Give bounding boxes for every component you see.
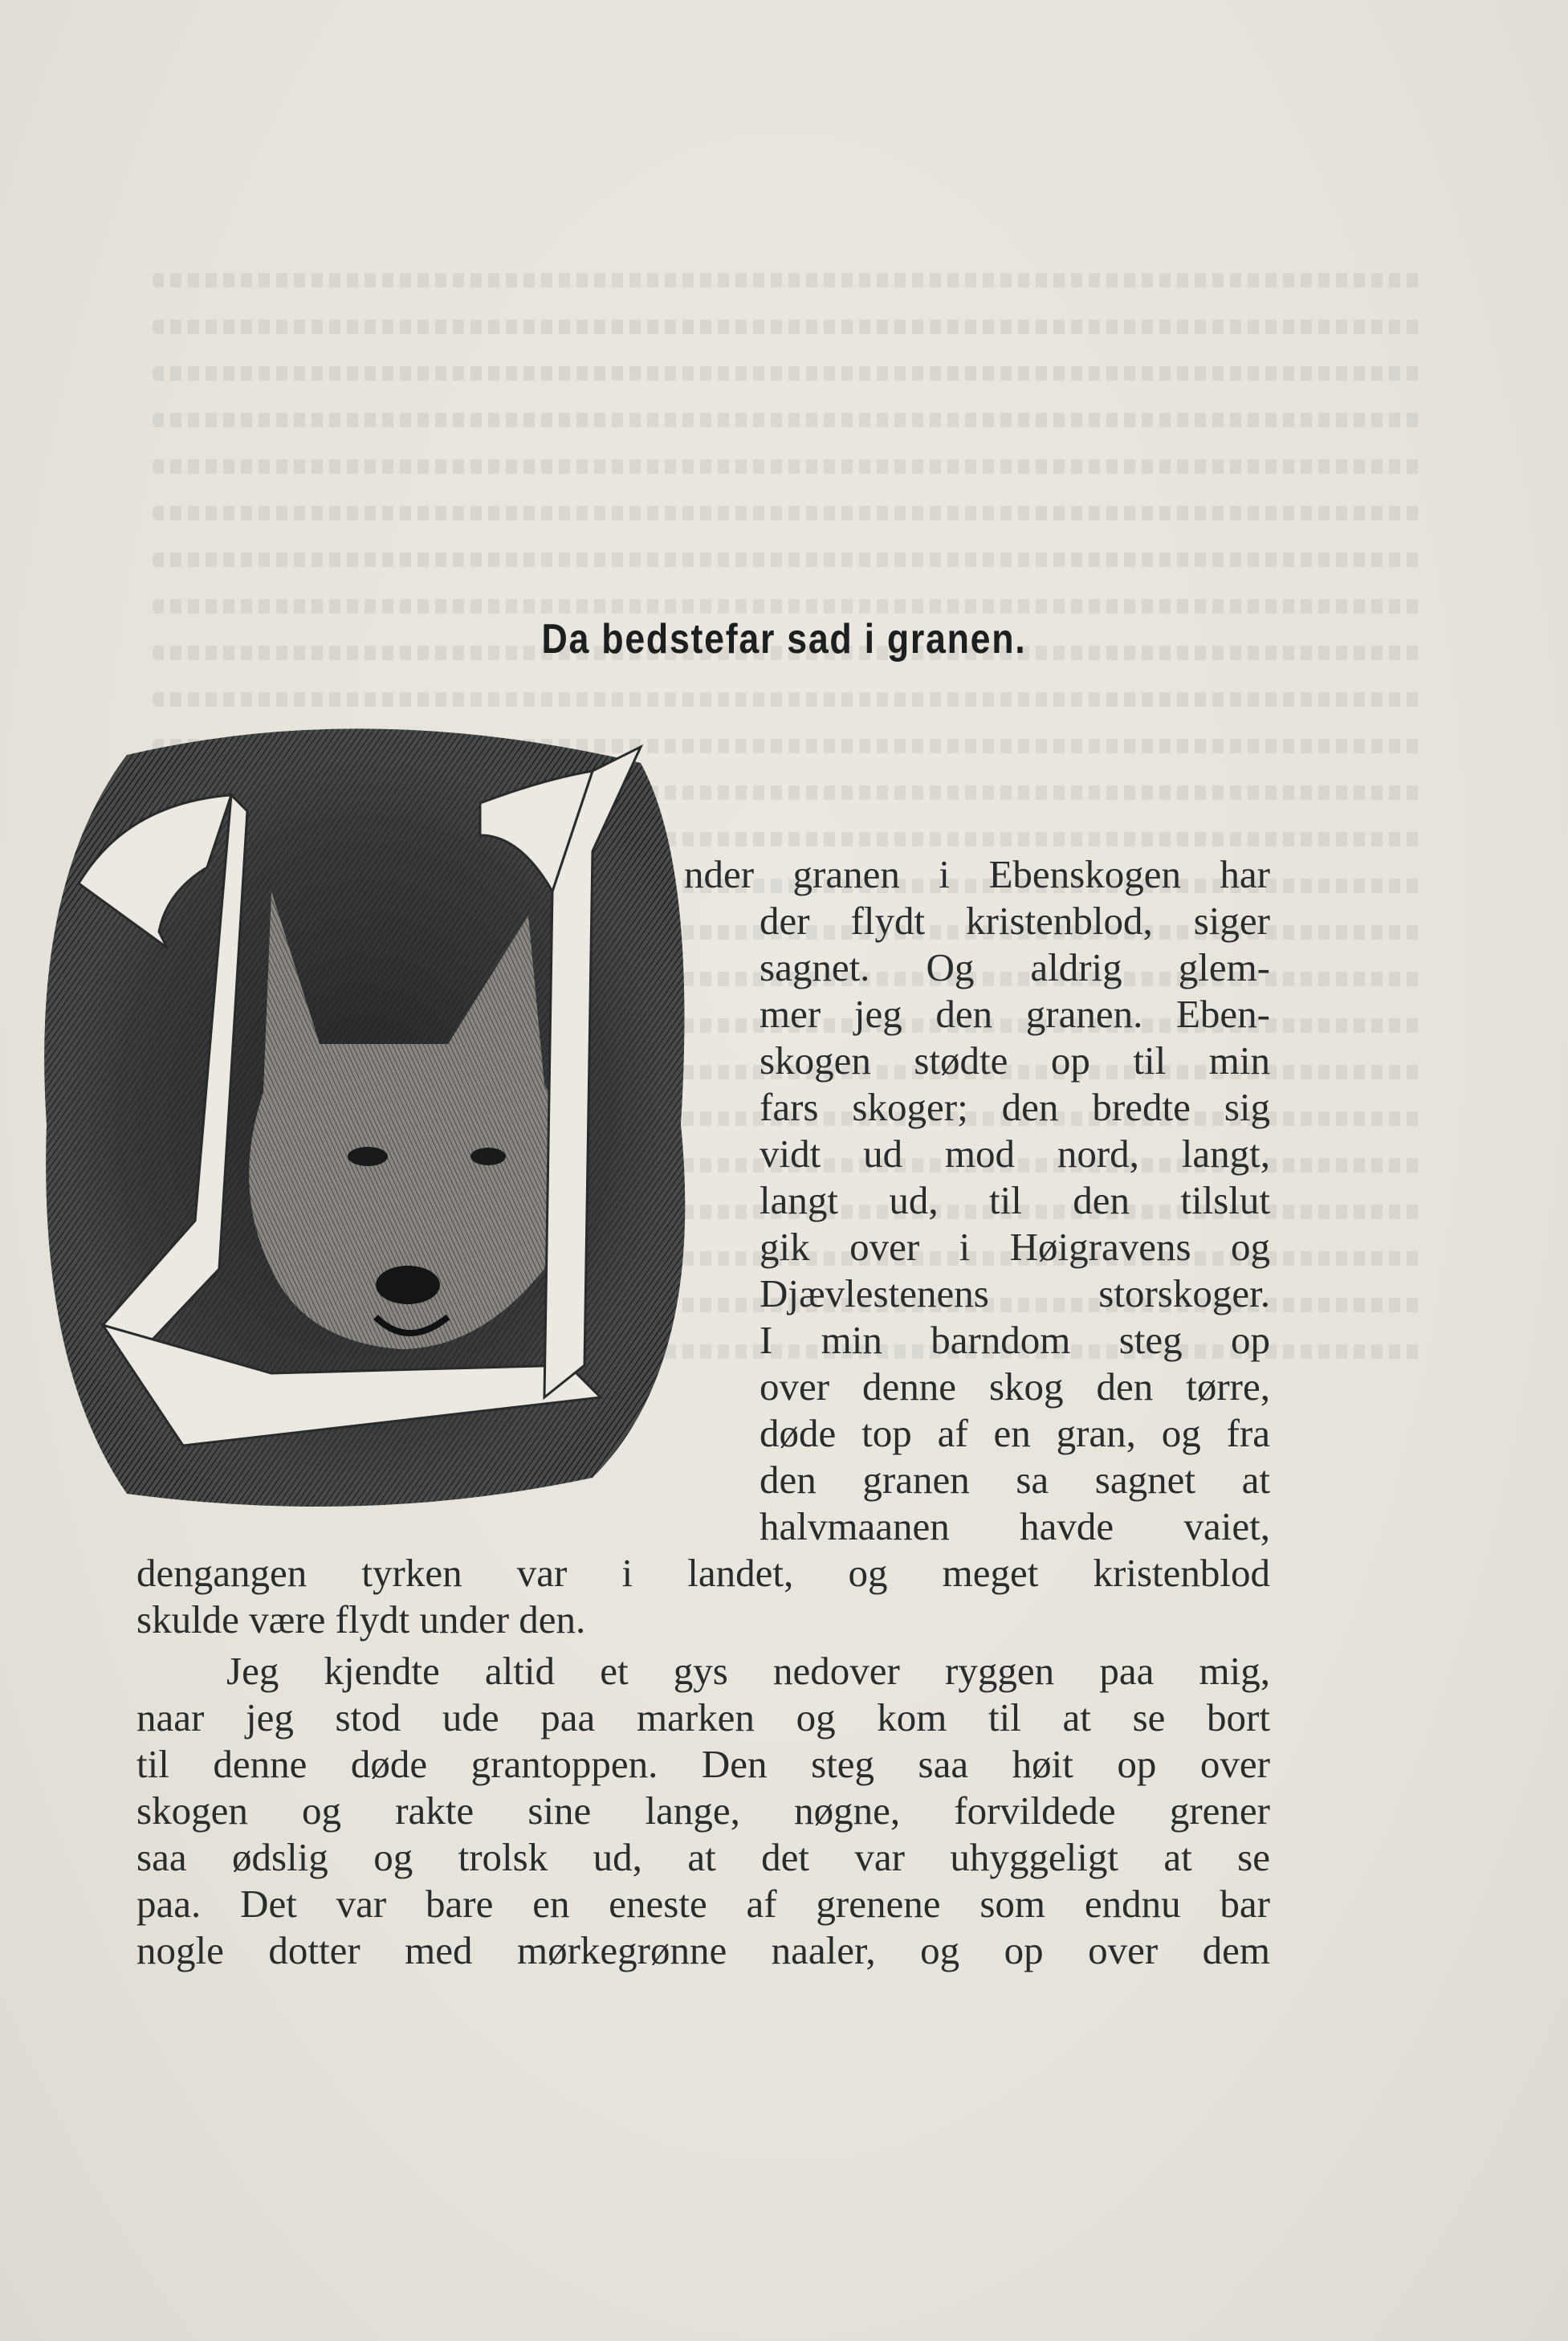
- text-line: langt ud, til den tilslut: [760, 1178, 1270, 1222]
- text-line: I min barndom steg op: [760, 1318, 1270, 1362]
- text-line: til denne døde grantoppen. Den steg saa høit op over: [136, 1742, 1270, 1786]
- text-line: døde top af en gran, og fra: [760, 1411, 1270, 1455]
- text-line: nogle dotter med mørkegrønne naaler, og op over dem: [136, 1928, 1270, 1972]
- text-line: halvmaanen havde vaiet,: [760, 1504, 1270, 1548]
- text-line: Djævlestenens storskoger.: [760, 1271, 1270, 1315]
- text-line: fars skoger; den bredte sig: [760, 1085, 1270, 1129]
- text-line: dengangen tyrken var i landet, og meget kristenblod: [136, 1551, 1270, 1595]
- drop-cap-illustration: [31, 707, 705, 1518]
- chapter-title: Da bedstefar sad i granen.: [541, 616, 1027, 663]
- text-line: gik over i Høigravens og: [760, 1225, 1270, 1269]
- text-line: der flydt kristenblod, siger: [760, 899, 1270, 943]
- text-line: Jeg kjendte altid et gys nedover ryggen paa mig,: [226, 1649, 1270, 1693]
- text-line: naar jeg stod ude paa marken og kom til at se bort: [136, 1695, 1270, 1739]
- text-line: skogen stødte op til min: [760, 1038, 1270, 1083]
- text-line: paa. Det var bare en eneste af grenene som endnu bar: [136, 1882, 1270, 1926]
- text-line: skulde være flydt under den.: [136, 1597, 586, 1642]
- text-line: sagnet. Og aldrig glem-: [760, 945, 1270, 989]
- text-line: mer jeg den granen. Eben-: [760, 992, 1270, 1036]
- text-line: over denne skog den tørre,: [760, 1364, 1270, 1409]
- text-line: den granen sa sagnet at: [760, 1458, 1270, 1502]
- text-line: nder granen i Ebenskogen har: [684, 852, 1270, 896]
- text-line: saa ødslig og trolsk ud, at det var uhyggeligt at se: [136, 1835, 1270, 1879]
- text-line: skogen og rakte sine lange, nøgne, forvildede grener: [136, 1788, 1270, 1833]
- text-line: vidt ud mod nord, langt,: [760, 1132, 1270, 1176]
